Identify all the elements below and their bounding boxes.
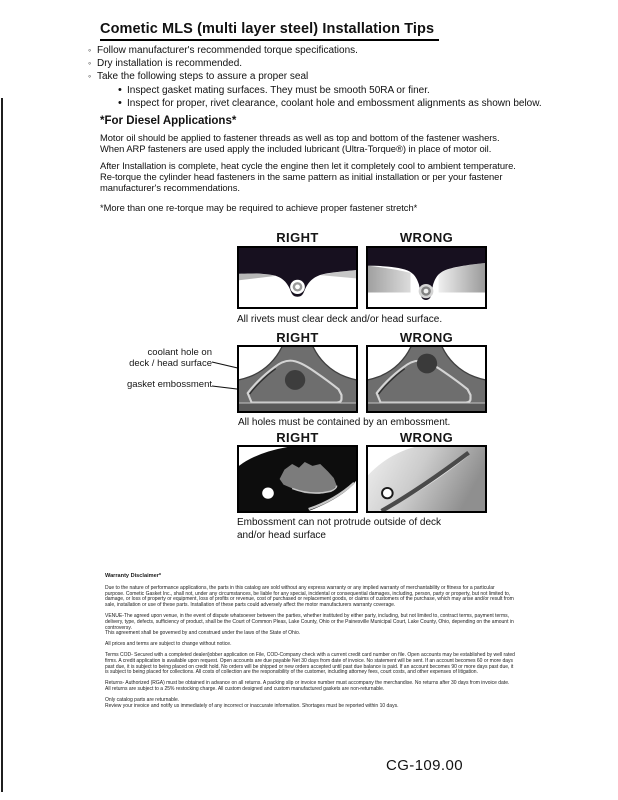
open-bullet-icon: ◦ (88, 45, 92, 55)
warranty-paragraph: Terms COD- Secured with a completed dealer/jobber application on File, COD-Company check with a current credit card number on file. Open accounts may be established by well rated firms. A credit application is available upon request. Open accounts are due payable Net 30 days from date of invoice. No statement will be sent. If an account becomes 60 or more days past due, it is subject to being placed on credit hold. No orders will be shipped or new orders accepted until past due balance is paid. If an account becomes 90 or more days past due, it is subject to being placed for collections. All costs of collection are the responsibility of the customer, including attorney fees, court costs, and other expenses of litigation. (105, 651, 515, 676)
diagram1-right-label: RIGHT (276, 230, 319, 245)
coolant-hole (285, 370, 305, 390)
tip-text: Follow manufacturer's recommended torque specifications. (97, 45, 358, 56)
subtip-text: Inspect gasket mating surfaces. They must be smooth 50RA or finer. (127, 84, 430, 96)
warranty-paragraph (105, 614, 515, 637)
rivet-icon (419, 284, 434, 298)
rivet-icon (290, 280, 305, 294)
gasket-embossment-label: gasket embossment (126, 379, 212, 390)
list-item (118, 97, 542, 110)
diagram1-wrong-panel (366, 246, 487, 309)
embossment-wrong-drawing (368, 347, 485, 411)
open-bullet-icon: ◦ (88, 71, 92, 82)
governing-law-text: This agreement shall be governed by and construed under the laws of the State of Ohio. (105, 630, 301, 637)
diagram3-wrong-label: WRONG (399, 430, 454, 445)
list-item (118, 84, 542, 97)
page-edge-scan-line (1, 98, 3, 792)
list-item (88, 44, 542, 57)
open-bullet-icon: ◦ (88, 58, 92, 69)
rivet-clearance-right-drawing (239, 248, 356, 307)
list-item (88, 70, 542, 83)
dot-bullet-icon: • (118, 96, 122, 109)
warranty-paragraph (105, 698, 515, 710)
diesel-paragraph-3: *More than one re-torque may be required to achieve proper fastener stretch* (100, 202, 418, 213)
diagram2-caption: All holes must be contained by an embossment. (238, 417, 451, 428)
warranty-paragraph: All prices and terms are subject to change without notice. (105, 641, 232, 648)
diesel-paragraph-2: After Installation is complete, heat cycle the engine then let it completely cool to ambient temperature. Re-torque the cylinder head fasteners in the same pattern as initial installation or per your fastener manufacturer's recommendations. (100, 160, 516, 193)
bolt-hole (382, 488, 393, 498)
review-invoice-text: Review your invoice and notify us immediately of any incorrect or inaccurate information. Shortages must be reported within 10 days. (105, 702, 399, 709)
tips-list (88, 44, 542, 110)
diagram3-caption-line1: Embossment can not protrude outside of deck (237, 517, 442, 528)
dot-bullet-icon: • (118, 83, 122, 96)
warranty-heading: Warranty Disclaimer* (105, 573, 162, 579)
tip-text: Take the following steps to assure a proper seal (97, 71, 309, 83)
diagram2-wrong-label: WRONG (399, 330, 454, 345)
coolant-hole (417, 354, 437, 374)
tip-text: Dry installation is recommended. (97, 58, 243, 70)
diagram1-right-panel (237, 246, 358, 309)
coolant-hole-label-line1: coolant hole on (147, 347, 212, 358)
diagram2-right-panel (237, 345, 358, 413)
bolt-hole (262, 487, 274, 498)
coolant-hole-label (40, 347, 212, 369)
list-item (88, 57, 542, 70)
catalog-page-code: CG-109.00 (386, 757, 463, 774)
diagram1-wrong-label: WRONG (399, 230, 454, 245)
diagram3-right-label: RIGHT (276, 430, 319, 445)
diagram3-right-panel (237, 445, 358, 513)
warranty-disclaimer (105, 574, 515, 714)
returnable-text: Only catalog parts are returnable. (105, 696, 180, 703)
page-title: Cometic MLS (multi layer steel) Installation Tips (100, 21, 439, 41)
diagram2-right-label: RIGHT (276, 330, 319, 345)
embossment-right-drawing (239, 347, 356, 411)
warranty-paragraph: Returns- Authorized (RGA) must be obtained in advance on all returns. A packing slip or invoice number must accompany the merchandise. No returns after 30 days from invoice date. All returns are subject to a 25% restocking charge. All custom designed and custom manufactured gaskets are non-returnable. (105, 680, 510, 692)
diagram3-caption-line2: and/or head surface (237, 530, 326, 541)
diesel-heading: *For Diesel Applications* (100, 115, 237, 127)
diagram3-wrong-panel (366, 445, 487, 513)
rivet-clearance-wrong-drawing (368, 248, 485, 307)
diagram1-caption: All rivets must clear deck and/or head surface. (237, 314, 443, 325)
subtip-text: Inspect for proper, rivet clearance, coolant hole and embossment alignments as shown below. (127, 97, 542, 109)
coolant-hole-label-line2: deck / head surface (129, 358, 212, 369)
venue-text: VENUE-The agreed upon venue, in the event of dispute whatsoever between the parties, whether instituted by either party, including, but not limited to, contract terms, payment terms, delivery, type, defects, sufficiency of product, shall be the Court of Common Pleas, Lake County, Ohio or the Painesville Municipal Court, Lake County, Ohio, depending on the amount in controversy. (105, 612, 514, 631)
protrusion-right-drawing (239, 447, 356, 511)
protrusion-wrong-drawing (368, 447, 485, 511)
warranty-paragraph: Due to the nature of performance applications, the parts in this catalog are sold without any express warranty or any implied warranty of merchantability or fitness for a particular purpose. Cometic Gasket Inc., shall not, under any circumstances, be liable for any special, incidental or consequential damages, including, person, party or property, but not limited to, damage, or loss of property or equipment, loss of profits or revenue, cost of purchased or replacement goods, or claims of customers of the purchase, which may arise and/or result from sale, installation or use of these parts. Installation of these parts could adversely affect the motor manufacturers warranty coverage. (105, 584, 514, 609)
diagram3-caption (237, 516, 441, 542)
diagram2-wrong-panel (366, 345, 487, 413)
diesel-paragraph-1: Motor oil should be applied to fastener threads as well as top and bottom of the fastener washers. When ARP fasteners are used apply the included lubricant (Ultra-Torque®) in place of motor oil. (100, 132, 500, 154)
